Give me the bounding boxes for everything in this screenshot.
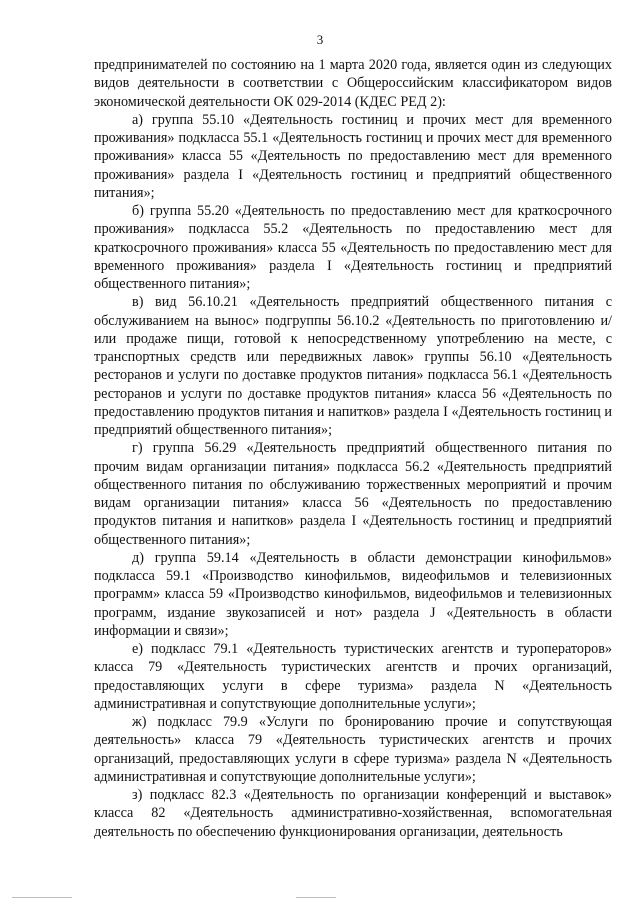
paragraph-item-g: г) группа 56.29 «Деятельность предприятий общественного питания по прочим видам организации питания» подкласса 56.2 «Деятельность предприятий общественного питания по обслуживанию торжественных мероприятий и прочим видам организации питания» класса 56 «Деятельность по предоставлению продуктов питания и напитков» раздела I «Деятельность гостиниц и предприятий общественного питания»; — [94, 440, 612, 548]
paragraph-intro: предпринимателей по состоянию на 1 марта 2020 года, является один из следующих видов деятельности в соответствии с Общероссийским классификатором видов экономической деятельности ОК 029-2014 (КДЕС РЕД 2): — [94, 57, 612, 110]
paragraph-item-v: в) вид 56.10.21 «Деятельность предприятий общественного питания с обслуживанием на вынос» подгруппы 56.10.2 «Деятельность по приготовлению и/или продаже пищи, готовой к непосредственному употреблению на месте, с транспортных средств или передвижных лавок» группы 56.10 «Деятельность ресторанов и услуги по доставке продуктов питания» подкласса 56.1 «Деятельность ресторанов и услуги по доставке продуктов питания» класса 56 «Деятельность по предоставлению продуктов питания и напитков» раздела I «Деятельность гостиниц и предприятий общественного питания»; — [94, 294, 612, 438]
paragraph-item-e: е) подкласс 79.1 «Деятельность туристических агентств и туроператоров» класса 79 «Деятельность туристических агентств и прочих организаций, предоставляющих услуги в сфере туризма» раздела N «Деятельность административная и сопутствующие дополнительные услуги»; — [94, 641, 612, 712]
paragraph-item-a: а) группа 55.10 «Деятельность гостиниц и прочих мест для временного проживания» подкласса 55.1 «Деятельность гостиниц и прочих мест для временного проживания» класса 55 «Деятельность по предоставлению мест для временного проживания» раздела I «Деятельность гостиниц и предприятий общественного питания»; — [94, 111, 612, 201]
footer-scan-line-center — [296, 897, 336, 898]
paragraph-item-d: д) группа 59.14 «Деятельность в области демонстрации кинофильмов» подкласса 59.1 «Производство кинофильмов, видеофильмов и телевизионных программ» класса 59 «Производство кинофильмов, видеофильмов и телевизионных программ, издание звукозаписей и нот» раздела J «Деятельность в области информации и связи»; — [94, 549, 612, 639]
paragraph-item-z: з) подкласс 82.3 «Деятельность по организации конференций и выставок» класса 82 «Деятельность административно-хозяйственная, вспомогательная деятельность по обеспечению функционирования организации, деятельность — [94, 787, 612, 840]
page-number: 3 — [316, 32, 324, 47]
footer-scan-line-left — [12, 897, 72, 898]
paragraph-item-b: б) группа 55.20 «Деятельность по предоставлению мест для краткосрочного проживания» подкласса 55.2 «Деятельность по предоставлению мест для краткосрочного проживания» класса 55 «Деятельность по предоставлению мест для временного проживания» раздела I «Деятельность гостиниц и предприятий общественного питания»; — [94, 203, 612, 292]
document-body — [94, 56, 612, 841]
paragraph-item-zh: ж) подкласс 79.9 «Услуги по бронированию прочие и сопутствующая деятельность» класса 79 «Деятельность туристических агентств и прочих организаций, предоставляющих услуги в сфере туризма» раздела N «Деятельность административная и сопутствующие дополнительные услуги»; — [94, 714, 612, 785]
